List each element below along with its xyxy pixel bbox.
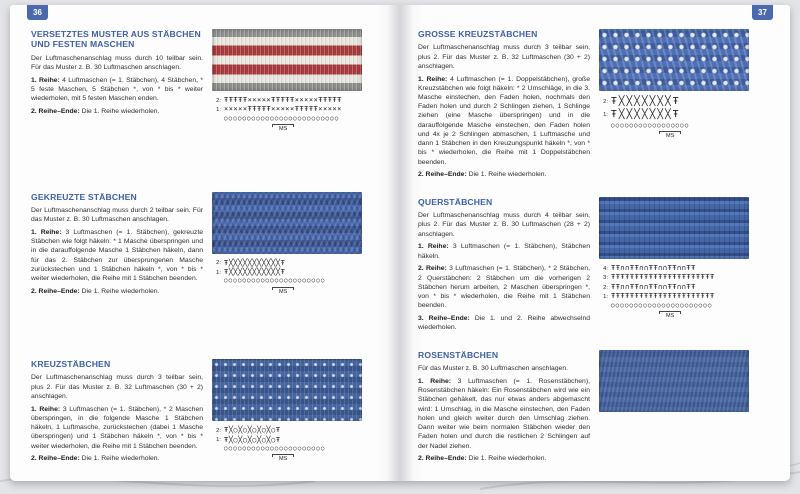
- row-text: 4 Luftmaschen (= 1. Stäbchen), 4 Stäbchen, * 5 feste Maschen, 5 Stäbchen *, von * bis * weiter wiederholen, mit 5 festen Maschen enden.: [31, 76, 203, 103]
- chart-row: [599, 264, 759, 273]
- chart-row-number: 2:: [216, 427, 221, 434]
- section-intro: Der Luftmaschenanschlag muss durch 2 teilbar sein. Für das Muster z. B. 30 Luftmaschen anschlagen.: [31, 206, 203, 224]
- row-label: 3. Reihe–Ende:: [418, 315, 470, 323]
- chart-row: [599, 122, 759, 130]
- pattern-repeat-bracket: [599, 130, 759, 139]
- instruction-text-column: [31, 359, 203, 467]
- crochet-chart-grosse-kreuzstaebchen: [599, 96, 759, 139]
- row-text: Die 1. Reihe wiederholen.: [81, 107, 160, 115]
- chart-row-symbols: Ŧ╳╳╳╳╳╳╳Ŧ: [611, 96, 681, 107]
- chart-row-number: 3:: [603, 275, 608, 282]
- row-text: 3 Luftmaschen (= 1. Stäbchen), * 2 Maschen überspringen, in die folgende Masche 1 Stäbchen häkeln, 1 Luftmasche, zurückstechen (dabei 1 Masche überspringen) und 1 Stäbchen häkeln *, von * bis * weiter wiederholen, die Reihe mit 1 Stäbchen beenden.: [31, 405, 203, 450]
- page-right: [400, 5, 790, 481]
- row-text: 3 Luftmaschen (= 1. Stäbchen), gekreuzte Stäbchen wie folgt häkeln: * 1 Masche überspringen und in die darauffolgende Masche 1 Stäbchen häkeln, dann für das 2. Stäbchen zur übersprungenen Masche zurückstechen und 1 Stäbchen häkeln *, von * bis * weiter wiederholen, die Reihe mit 1 Stäbchen beenden.: [31, 228, 203, 283]
- chart-row: [212, 445, 372, 453]
- swatch-photo-grosse-kreuzstaebchen: [599, 29, 749, 91]
- section-versetztes-muster: [31, 29, 386, 132]
- instruction-text-column: [31, 29, 203, 132]
- chart-row: [599, 302, 759, 310]
- pattern-repeat-label: MS: [272, 124, 294, 132]
- row-label: 2. Reihe–Ende:: [31, 107, 80, 115]
- chart-chain-row: ○○○○○○○○○○○○○○○○○○○○○○: [611, 301, 713, 309]
- chart-row-symbols: ×××××ŦŦŦŦŦ×××××ŦŦŦŦŦ×××××: [224, 105, 342, 114]
- section-rosenstaebchen: [418, 350, 773, 467]
- chart-row-number: 4:: [603, 265, 608, 272]
- chart-row: [212, 115, 372, 123]
- section-heading: VERSETZTES MUSTER AUS STÄBCHEN UND FESTEN MASCHEN: [31, 29, 201, 50]
- chart-row: [212, 259, 372, 268]
- chart-row-number: 1:: [603, 112, 608, 119]
- instruction-row: [31, 107, 203, 116]
- instruction-row: [418, 170, 590, 179]
- pattern-repeat-label: MS: [272, 287, 294, 295]
- chart-row-number: 2:: [216, 97, 221, 104]
- chart-row: [212, 436, 372, 445]
- row-text: Die 1. Reihe wiederholen.: [81, 455, 160, 463]
- chart-row-symbols: Ŧ╳○╳○╳○╳○╳○Ŧ: [224, 426, 281, 435]
- instruction-row: [418, 242, 590, 260]
- chart-chain-row: ○○○○○○○○○○○○○○○○○○○○○○: [224, 277, 326, 285]
- swatch-photo-rosenstaebchen: [599, 350, 749, 412]
- chart-row-number: 2:: [216, 260, 221, 267]
- book-spread: [10, 5, 790, 481]
- instruction-row: [31, 228, 203, 283]
- instruction-row: [418, 454, 590, 463]
- chart-row-number: 1:: [216, 107, 221, 114]
- instruction-text-column: [31, 192, 203, 300]
- chart-row-symbols: ŦŦ∩∩ŦŦ∩∩ŦŦ∩∩ŦŦ∩∩ŦŦ: [611, 263, 696, 272]
- chart-row-symbols: Ŧ╳╳╳╳╳╳╳Ŧ: [611, 108, 681, 120]
- chart-row-symbols: ŦŦŦŦŦŦŦŦŦŦŦŦŦŦŦŦŦŦŦŦŦŦ: [611, 273, 715, 282]
- row-label: 1. Reihe:: [31, 405, 61, 413]
- crochet-chart-kreuzstaebchen: [212, 426, 372, 462]
- row-label: 2. Reihe–Ende:: [31, 287, 80, 295]
- row-text: Die 1. Reihe wiederholen.: [468, 455, 547, 463]
- chart-row-number: 1:: [216, 269, 221, 276]
- row-label: 2. Reihe–Ende:: [418, 455, 467, 463]
- row-text: Die 1. Reihe wiederholen.: [81, 287, 160, 295]
- chart-row: [212, 105, 372, 114]
- row-label: 1. Reihe:: [418, 377, 452, 385]
- chart-row: [599, 96, 759, 109]
- media-column: [599, 197, 773, 336]
- instruction-row: [31, 287, 203, 296]
- media-column: [212, 29, 386, 132]
- instruction-text-column: [418, 29, 590, 183]
- instruction-row: [418, 377, 590, 451]
- page-number-badge-right: 37: [752, 5, 773, 20]
- swatch-photo-querstaebchen: [599, 197, 749, 259]
- crochet-chart-querstaebchen: [599, 264, 759, 319]
- chart-row-symbols: ŦŦ∩∩ŦŦ∩∩ŦŦ∩∩ŦŦ∩∩ŦŦ: [611, 282, 696, 291]
- row-label: 2. Reihe:: [418, 265, 447, 273]
- chart-chain-row: ○○○○○○○○○○○○○○○○○○○○○○○○○: [224, 114, 340, 122]
- section-querstaebchen: [418, 197, 773, 336]
- media-column: [212, 359, 386, 467]
- row-label: 1. Reihe:: [418, 243, 449, 251]
- pattern-repeat-label: MS: [659, 131, 681, 139]
- chart-row: [212, 268, 372, 277]
- swatch-photo-gekreuzte-staebchen: [212, 192, 362, 254]
- page-right-content: [418, 29, 773, 467]
- row-text: 3 Luftmaschen (= 1. Rosenstäbchen), Rosenstäbchen häkeln: Ein Rosenstäbchen wird wie ein Stäbchen gehäkelt, das nur etwas anders abgemascht wird: 1 Umschlag, in die Masche einstechen, den Faden holen und gleich weiter durch den Umschlag ziehen. Dann weiter wie beim normalen Stäbchen wieder den Faden holen und durch die restlichen 2 Schlingen auf der Nadel ziehen.: [418, 377, 590, 450]
- row-label: 1. Reihe:: [31, 228, 62, 236]
- chart-chain-row: ○○○○○○○○○○○○○○○○○○○○○○: [224, 444, 326, 452]
- chart-row: [599, 292, 759, 301]
- pattern-repeat-bracket: [599, 310, 759, 319]
- row-label: 1. Reihe:: [31, 76, 60, 84]
- section-intro: Der Luftmaschenanschlag muss durch 4 teilbar sein, plus 2. Für das Muster z. B. 30 Luftmaschen (28 + 2) anschlagen.: [418, 212, 590, 238]
- chart-row-symbols: Ŧ╳○╳○╳○╳○╳○Ŧ: [224, 435, 281, 444]
- instruction-row: [31, 405, 203, 451]
- row-label: 2. Reihe–Ende:: [31, 455, 80, 463]
- row-text: 4 Luftmaschen (= 1. Doppelstäbchen), große Kreuzstäbchen wie folgt häkeln: * 2 Umschläge, in die 3. Masche einstechen, den Faden holen, nochmals den Faden holen und durch 2 Schlingen ziehen, 1 Schlinge ziehen (eine Masche überspringen) und in die darauffolgende Masche einstechen, den Faden holen und 4x je 2 Schlingen abmaschen, 1 Luftmasche und dann 1 Stäbchen in den Kreuzungspunkt häkeln *, von * bis * wiederholen, die Reihe mit 1 Doppelstäbchen beenden.: [418, 75, 590, 166]
- pattern-repeat-bracket: [212, 286, 372, 295]
- instruction-row: [418, 75, 590, 167]
- chart-row-number: 2:: [603, 99, 608, 106]
- section-intro: Für das Muster z. B. 30 Luftmaschen anschlagen.: [418, 365, 568, 373]
- chart-row-number: 2:: [603, 284, 608, 291]
- chart-row-number: 1:: [216, 437, 221, 444]
- chart-row: [212, 277, 372, 285]
- instruction-row: [418, 264, 590, 310]
- section-heading: ROSENSTÄBCHEN: [418, 349, 499, 360]
- section-kreuzstaebchen: [31, 359, 386, 467]
- section-intro: Der Luftmaschenanschlag muss durch 10 teilbar sein. Für das Muster z. B. 30 Luftmaschen anschlagen.: [31, 54, 203, 71]
- media-column: [212, 192, 386, 300]
- chart-row-symbols: ŦŦŦŦŦŦŦŦŦŦŦŦŦŦŦŦŦŦŦŦŦŦ: [611, 292, 715, 301]
- instruction-row: [31, 454, 203, 463]
- section-intro: Der Luftmaschenanschlag muss durch 3 teilbar sein, plus 2. Für das Muster z. B. 32 Luftmaschen (30 + 2) anschlagen.: [418, 44, 590, 70]
- section-heading: GROSSE KREUZSTÄBCHEN: [418, 29, 538, 39]
- swatch-photo-kreuzstaebchen: [212, 359, 362, 421]
- section-grosse-kreuzstaebchen: [418, 29, 773, 183]
- instruction-row: [31, 76, 203, 104]
- row-text: 3 Luftmaschen (= 1. Stäbchen), * 2 Stäbchen, 2 Querstäbchen: 2 Stäbchen um die vorherigen 2 Stäbchen herum arbeiten, 2 Maschen überspringen *, von * bis * wiederholen, die Reihe mit 1 Stäbchen beenden.: [418, 265, 590, 310]
- row-text: 3 Luftmaschen (= 1. Stäbchen), Stäbchen häkeln.: [418, 243, 590, 260]
- page-number-badge-left: 36: [27, 5, 48, 20]
- pattern-repeat-label: MS: [659, 311, 681, 319]
- row-label: 1. Reihe:: [418, 75, 448, 83]
- crochet-chart-versetztes-muster: [212, 96, 372, 132]
- chart-chain-row: ○○○○○○○○○○○○○○○○○: [611, 121, 690, 129]
- chart-row-symbols: Ŧ╳╳╳╳╳╳╳╳╳╳╳Ŧ: [224, 268, 286, 276]
- chart-row: [212, 426, 372, 435]
- pattern-repeat-bracket: [212, 123, 372, 132]
- page-left: [10, 5, 400, 481]
- section-gekreuzte-staebchen: [31, 192, 386, 300]
- instruction-row: [418, 314, 590, 332]
- pattern-repeat-bracket: [212, 453, 372, 462]
- chart-row: [212, 96, 372, 105]
- row-label: 2. Reihe–Ende:: [418, 171, 467, 179]
- row-text: Die 1. und 2. Reihe abwechselnd wiederholen.: [418, 315, 591, 332]
- chart-row-symbols: ŦŦŦŦŦ×××××ŦŦŦŦŦ×××××ŦŦŦŦŦ: [224, 96, 342, 104]
- chart-row-symbols: Ŧ╳╳╳╳╳╳╳╳╳╳╳Ŧ: [224, 258, 286, 267]
- section-heading: GEKREUZTE STÄBCHEN: [31, 191, 137, 202]
- media-column: [599, 29, 773, 183]
- instruction-text-column: [418, 350, 590, 467]
- chart-row-number: 1:: [603, 293, 608, 300]
- page-left-content: [31, 29, 386, 467]
- swatch-photo-versetztes-muster: [212, 29, 362, 91]
- section-intro: Der Luftmaschenanschlag muss durch 3 teilbar sein, plus 2. Für das Muster z. B. 32 Luftmaschen (30 + 2) anschlagen.: [31, 374, 203, 400]
- section-heading: KREUZSTÄBCHEN: [31, 359, 111, 370]
- row-text: Die 1. Reihe wiederholen.: [468, 171, 547, 179]
- crochet-chart-gekreuzte-staebchen: [212, 259, 372, 295]
- media-column: [599, 350, 773, 467]
- pattern-repeat-label: MS: [272, 454, 294, 462]
- chart-row: [599, 109, 759, 122]
- chart-row: [599, 283, 759, 292]
- instruction-text-column: [418, 197, 590, 336]
- section-heading: QUERSTÄBCHEN: [418, 196, 493, 207]
- chart-row: [599, 273, 759, 282]
